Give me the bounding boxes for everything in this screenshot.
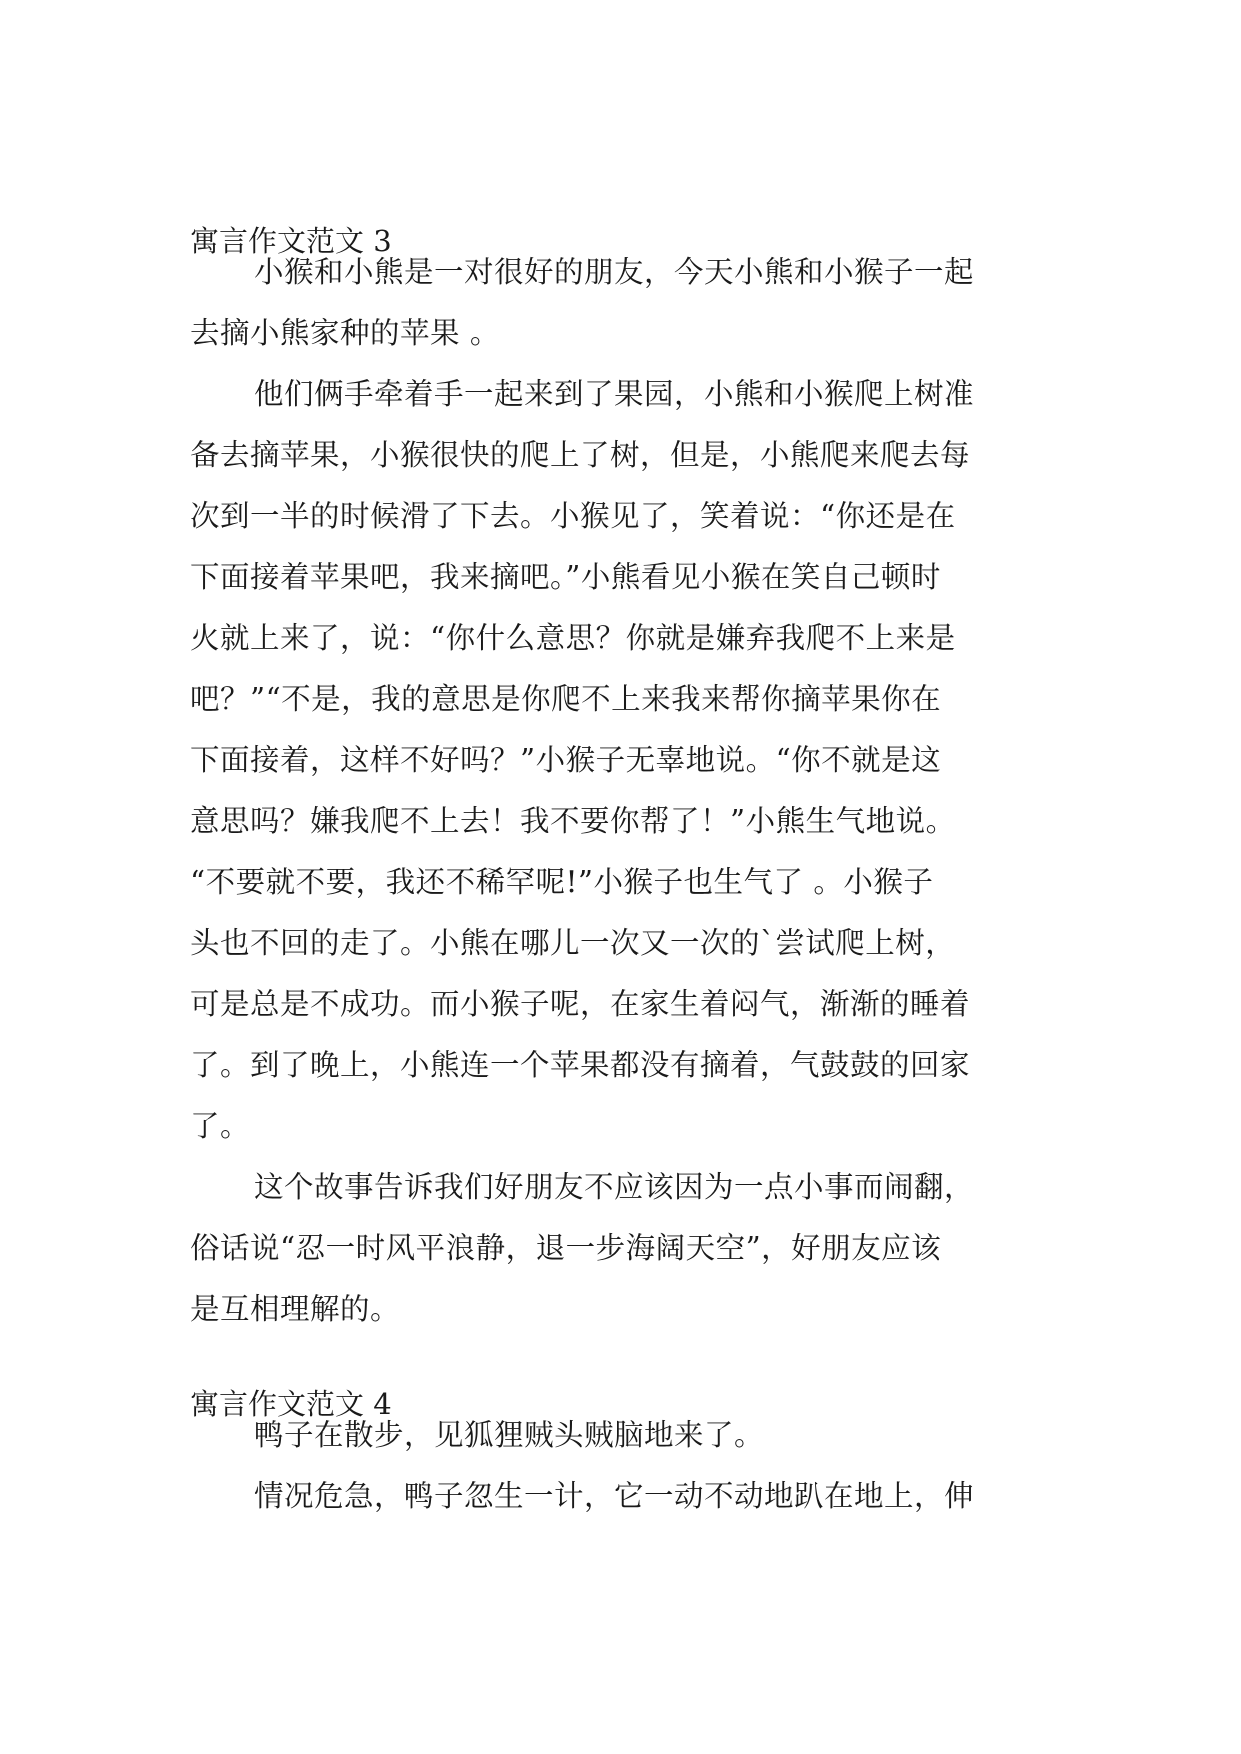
text-line: 情况危急，鸭子忽生一计，它一动不动地趴在地上，伸 xyxy=(254,1479,975,1513)
paragraph xyxy=(190,242,1060,364)
text-line: 了。到了晚上，小熊连一个苹果都没有摘着，气鼓鼓的回家 xyxy=(190,1048,971,1082)
text-line: 鸭子在散步，见狐狸贼头贼脑地来了。 xyxy=(254,1418,765,1452)
text-line: 吧？”“不是，我的意思是你爬不上来我来帮你摘苹果你在 xyxy=(190,682,942,716)
text-line: 意思吗？嫌我爬不上去！我不要你帮了！”小熊生气地说。 xyxy=(190,804,956,838)
text-line: 备去摘苹果，小猴很快的爬上了树，但是，小熊爬来爬去每 xyxy=(190,438,971,472)
paragraph xyxy=(190,1157,1060,1340)
text-line: 是互相理解的。 xyxy=(190,1292,401,1326)
text-line: 火就上来了，说：“你什么意思？你就是嫌弃我爬不上来是 xyxy=(190,621,956,655)
text-line: 小猴和小熊是一对很好的朋友，今天小熊和小猴子一起 xyxy=(254,255,975,289)
text-line: 俗话说“忍一时风平浪静，退一步海阔天空”，好朋友应该 xyxy=(190,1231,942,1265)
paragraph xyxy=(190,1405,1060,1466)
text-line: 下面接着苹果吧，我来摘吧。”小熊看见小猴在笑自己顿时 xyxy=(190,560,941,594)
text-line: “不要就不要，我还不稀罕呢!”小猴子也生气了 。小猴子 xyxy=(190,865,934,899)
text-line: 去摘小熊家种的苹果 。 xyxy=(190,316,500,350)
text-line: 这个故事告诉我们好朋友不应该因为一点小事而闹翻， xyxy=(254,1170,975,1204)
section-heading: 寓言作文范文 3 xyxy=(190,224,392,258)
paragraph xyxy=(190,364,1060,1157)
section-heading: 寓言作文范文 4 xyxy=(190,1387,392,1421)
text-line: 可是总是不成功。而小猴子呢，在家生着闷气，渐渐的睡着 xyxy=(190,987,971,1021)
text-line: 他们俩手牵着手一起来到了果园，小熊和小猴爬上树准 xyxy=(254,377,975,411)
text-line: 次到一半的时候滑了下去。小猴见了，笑着说：“你还是在 xyxy=(190,499,956,533)
paragraph xyxy=(190,1466,1060,1527)
text-line: 头也不回的走了。小熊在哪儿一次又一次的`尝试爬上树， xyxy=(190,926,956,960)
text-line: 了。 xyxy=(190,1109,251,1143)
text-line: 下面接着，这样不好吗？”小猴子无辜地说。“你不就是这 xyxy=(190,743,942,777)
